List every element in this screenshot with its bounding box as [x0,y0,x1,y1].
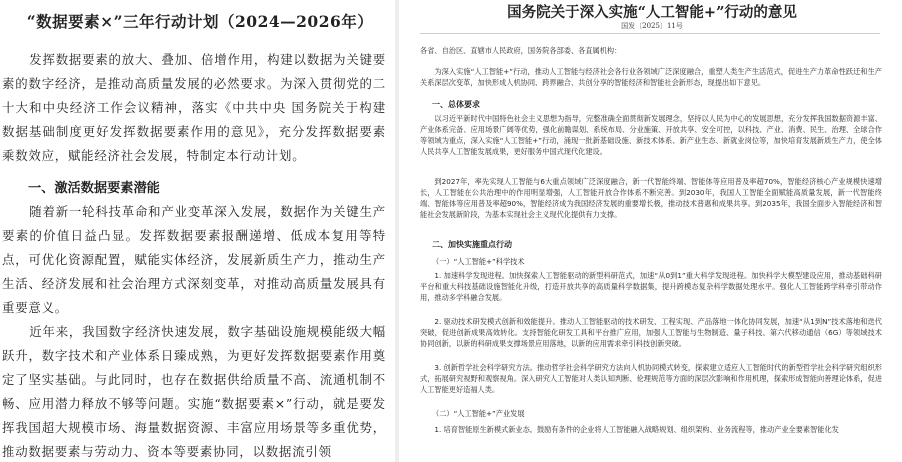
panel-divider [395,0,399,462]
left-document [0,0,392,462]
document-title: “数据要素×”三年行动计划（2024—2026年） [26,12,374,31]
body-paragraph: 以习近平新时代中国特色社会主义思想为指导，完整准确全面贯彻新发展理念，坚持以人民为中心的发展思想，充分发挥我国数据资源丰富、产业体系完备、应用场景广阔等优势，强化前瞻谋划、系统布局、分业施策、开放共享、安全可控，以科技、产业、消费、民生、治理、全球合作等领域为重点，深入实施“人工智能+”行动，涌现一批新基础设施、新技术体系、新产业生态、新就业岗位等，加快培育发展新质生产力，使全体人民共享人工智能发展成果，更好服务中国式现代化建设。 [420,114,882,157]
right-document [402,0,902,462]
section-heading: 二、加快实施重点行动 [432,240,512,249]
body-paragraph: 近年来，我国数字经济快速发展，数字基础设施规模能级大幅跃升，数字技术和产业体系日臻成熟，为更好发挥数据要素作用奠定了坚实基础。与此同时，也存在数据供给质量不高、流通机制不畅、应用潜力释放不够等问题。实施“数据要素×”行动，就是要发挥我国超大规模市场、海量数据资源、丰富应用场景等多重优势，推动数据要素与劳动力、资本等要素协同，以数据流引领 [2,324,386,459]
body-paragraph: 到2027年，率先实现人工智能与6大重点领域广泛深度融合，新一代智能终端、智能体等应用普及率超70%，智能经济核心产业规模快速增长，人工智能在公共治理中的作用明显增强，人工智能开放合作体系不断完善。到2030年，我国人工智能全面赋能高质量发展，新一代智能终端、智能体等应用普及率超90%，智能经济成为我国经济发展的重要增长极，推动技术普惠和成果共享。到2035年，我国全面步入智能经济和智能社会发展新阶段，为基本实现社会主义现代化提供有力支撑。 [420,177,882,220]
body-paragraph: 2. 驱动技术研发模式创新和效能提升。推动人工智能驱动的技术研发、工程实现、产品落地一体化协同发展，加速“从1到N”技术落地和迭代突破，促进创新成果高效转化。支持智能化研发工具和平台推广应用，加强人工智能与生物制造、量子科技、第六代移动通信（6G）等领域技术协同创新，以新的科研成果支撑场景应用落地，以新的应用需求牵引科技创新突破。 [420,317,882,349]
intro-paragraph: 发挥数据要素的放大、叠加、倍增作用，构建以数据为关键要素的数字经济，是推动高质量发展的必然要求。为深入贯彻党的二十大和中央经济工作会议精神，落实《中共中央 国务院关于构建数据基础制度更好发挥数据要素作用的意见》，充分发挥数据要素乘数效应，赋能经济社会发展，特制定本行动计划。 [2,52,386,163]
document-number: 国发〔2025〕11号 [621,22,683,30]
section-heading: 一、激活数据要素潜能 [28,181,160,196]
subsection-heading: （一）“人工智能+”科学技术 [432,257,525,266]
section-heading: 一、总体要求 [432,100,480,109]
title-rule [420,33,880,34]
salutation: 各省、自治区、直辖市人民政府，国务院各部委、各直属机构： [420,46,622,55]
body-paragraph: 3. 创新哲学社会科学研究方法。推动哲学社会科学研究方法向人机协同模式转变，探索建立适应人工智能时代的新型哲学社会科学研究组织形式，拓展研究视野和观察视角。深入研究人工智能对人类认知判断、伦理规范等方面的深层次影响和作用机理，探索形成智能向善理论体系，促进人工智能更好造福人类。 [420,363,882,395]
document-title: 国务院关于深入实施“人工智能+”行动的意见 [507,4,797,21]
intro-paragraph: 为深入实施“人工智能+”行动，推动人工智能与经济社会各行业各领域广泛深度融合，重塑人类生产生活范式，促进生产力革命性跃迁和生产关系深层次变革，加快形成人机协同、跨界融合、共创分享的智能经济和智能社会新形态，现提出如下意见。 [420,67,882,88]
body-paragraph: 随着新一轮科技革命和产业变革深入发展，数据作为关键生产要素的价值日益凸显。发挥数据要素报酬递增、低成本复用等特点，可优化资源配置，赋能实体经济，发展新质生产力，推动生产生活、经济发展和社会治理方式深刻变革，对推动高质量发展具有重要意义。 [2,204,386,315]
body-paragraph: 1. 培育智能原生新模式新业态。鼓励有条件的企业将人工智能融入战略规划、组织架构、业务流程等，推动产业全要素智能化发 [434,425,839,434]
subsection-heading: （二）“人工智能+”产业发展 [432,409,525,418]
body-paragraph: 1. 加速科学发现进程。加快探索人工智能驱动的新型科研范式，加速“从0到1”重大科学发现进程。加快科学大模型建设应用，推动基础科研平台和重大科技基础设施智能化升级，打造开放共享的高质量科学数据集，提升跨模态复杂科学数据处理水平。强化人工智能跨学科牵引带动作用，推动多学科融合发展。 [420,271,882,303]
